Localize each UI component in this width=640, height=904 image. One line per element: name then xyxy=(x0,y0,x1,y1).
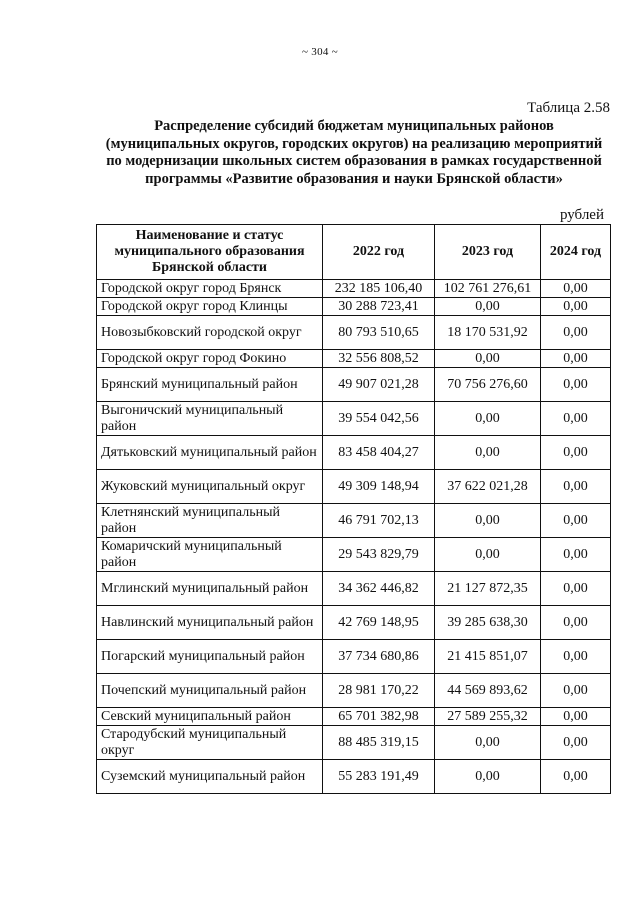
unit-label: рублей xyxy=(559,207,604,223)
table-row xyxy=(97,708,611,726)
header-2023: 2023 год xyxy=(435,225,541,280)
cell-2024-amount: 0,00 xyxy=(541,538,611,572)
table-row xyxy=(97,470,611,504)
table-body xyxy=(97,280,611,794)
cell-2022-amount: 39 554 042,56 xyxy=(323,402,435,436)
cell-2024-amount: 0,00 xyxy=(541,402,611,436)
cell-2024-amount: 0,00 xyxy=(541,298,611,316)
cell-municipality-name: Мглинский муниципальный район xyxy=(97,572,323,606)
header-2022: 2022 год xyxy=(323,225,435,280)
cell-2022-amount: 30 288 723,41 xyxy=(323,298,435,316)
cell-2022-amount: 29 543 829,79 xyxy=(323,538,435,572)
subsidy-table xyxy=(96,224,611,794)
table-row xyxy=(97,436,611,470)
table-row xyxy=(97,368,611,402)
table-row xyxy=(97,640,611,674)
cell-2023-amount: 0,00 xyxy=(435,538,541,572)
cell-2023-amount: 21 127 872,35 xyxy=(435,572,541,606)
cell-2023-amount: 102 761 276,61 xyxy=(435,280,541,298)
cell-2023-amount: 39 285 638,30 xyxy=(435,606,541,640)
table-row xyxy=(97,674,611,708)
header-2024: 2024 год xyxy=(541,225,611,280)
cell-2022-amount: 46 791 702,13 xyxy=(323,504,435,538)
cell-municipality-name: Погарский муниципальный район xyxy=(97,640,323,674)
cell-2022-amount: 32 556 808,52 xyxy=(323,350,435,368)
table-row xyxy=(97,606,611,640)
cell-2022-amount: 88 485 319,15 xyxy=(323,726,435,760)
cell-municipality-name: Клетнянский муниципальный район xyxy=(97,504,323,538)
cell-municipality-name: Новозыбковский городской округ xyxy=(97,316,323,350)
cell-2024-amount: 0,00 xyxy=(541,280,611,298)
cell-2022-amount: 34 362 446,82 xyxy=(323,572,435,606)
cell-2023-amount: 0,00 xyxy=(435,760,541,794)
cell-municipality-name: Городской округ город Клинцы xyxy=(97,298,323,316)
cell-2023-amount: 37 622 021,28 xyxy=(435,470,541,504)
cell-municipality-name: Брянский муниципальный район xyxy=(97,368,323,402)
cell-2024-amount: 0,00 xyxy=(541,708,611,726)
cell-2024-amount: 0,00 xyxy=(541,368,611,402)
cell-2022-amount: 232 185 106,40 xyxy=(323,280,435,298)
cell-2022-amount: 28 981 170,22 xyxy=(323,674,435,708)
table-row xyxy=(97,504,611,538)
table-header-row xyxy=(97,225,611,280)
page-number: ~ 304 ~ xyxy=(301,46,338,58)
cell-2023-amount: 27 589 255,32 xyxy=(435,708,541,726)
cell-2022-amount: 42 769 148,95 xyxy=(323,606,435,640)
cell-2023-amount: 0,00 xyxy=(435,436,541,470)
table-row xyxy=(97,280,611,298)
cell-2024-amount: 0,00 xyxy=(541,674,611,708)
table-row xyxy=(97,402,611,436)
cell-2024-amount: 0,00 xyxy=(541,726,611,760)
cell-2022-amount: 55 283 191,49 xyxy=(323,760,435,794)
cell-2023-amount: 0,00 xyxy=(435,726,541,760)
cell-municipality-name: Городской округ город Брянск xyxy=(97,280,323,298)
table-label: Таблица 2.58 xyxy=(527,100,610,116)
cell-2022-amount: 49 907 021,28 xyxy=(323,368,435,402)
cell-2024-amount: 0,00 xyxy=(541,640,611,674)
cell-2022-amount: 37 734 680,86 xyxy=(323,640,435,674)
header-name: Наименование и статус муниципального образования Брянской области xyxy=(97,225,323,280)
cell-2024-amount: 0,00 xyxy=(541,350,611,368)
cell-municipality-name: Комаричский муниципальный район xyxy=(97,538,323,572)
cell-2023-amount: 0,00 xyxy=(435,402,541,436)
table-row xyxy=(97,538,611,572)
cell-municipality-name: Городской округ город Фокино xyxy=(97,350,323,368)
cell-2022-amount: 65 701 382,98 xyxy=(323,708,435,726)
cell-2024-amount: 0,00 xyxy=(541,470,611,504)
cell-2022-amount: 80 793 510,65 xyxy=(323,316,435,350)
table-row xyxy=(97,726,611,760)
cell-2022-amount: 83 458 404,27 xyxy=(323,436,435,470)
cell-2024-amount: 0,00 xyxy=(541,504,611,538)
cell-2024-amount: 0,00 xyxy=(541,572,611,606)
cell-2023-amount: 0,00 xyxy=(435,504,541,538)
cell-2022-amount: 49 309 148,94 xyxy=(323,470,435,504)
table-row xyxy=(97,316,611,350)
cell-2024-amount: 0,00 xyxy=(541,436,611,470)
cell-2023-amount: 44 569 893,62 xyxy=(435,674,541,708)
cell-2024-amount: 0,00 xyxy=(541,760,611,794)
table-row xyxy=(97,350,611,368)
cell-municipality-name: Дятьковский муниципальный район xyxy=(97,436,323,470)
cell-municipality-name: Стародубский муниципальный округ xyxy=(97,726,323,760)
cell-2023-amount: 18 170 531,92 xyxy=(435,316,541,350)
cell-2023-amount: 0,00 xyxy=(435,350,541,368)
table-row xyxy=(97,572,611,606)
cell-2023-amount: 70 756 276,60 xyxy=(435,368,541,402)
cell-municipality-name: Севский муниципальный район xyxy=(97,708,323,726)
cell-municipality-name: Навлинский муниципальный район xyxy=(97,606,323,640)
cell-2024-amount: 0,00 xyxy=(541,316,611,350)
table-row xyxy=(97,760,611,794)
table-title: Распределение субсидий бюджетам муниципальных районов (муниципальных округов, городских округов) на реализацию мероприятий по модернизации школьных систем образования в рамках государственной программы «Развитие образования и науки Брянской области» xyxy=(105,118,603,187)
cell-municipality-name: Выгоничский муниципальный район xyxy=(97,402,323,436)
cell-municipality-name: Почепский муниципальный район xyxy=(97,674,323,708)
cell-municipality-name: Жуковский муниципальный округ xyxy=(97,470,323,504)
cell-municipality-name: Суземский муниципальный район xyxy=(97,760,323,794)
cell-2024-amount: 0,00 xyxy=(541,606,611,640)
cell-2023-amount: 21 415 851,07 xyxy=(435,640,541,674)
table-row xyxy=(97,298,611,316)
cell-2023-amount: 0,00 xyxy=(435,298,541,316)
